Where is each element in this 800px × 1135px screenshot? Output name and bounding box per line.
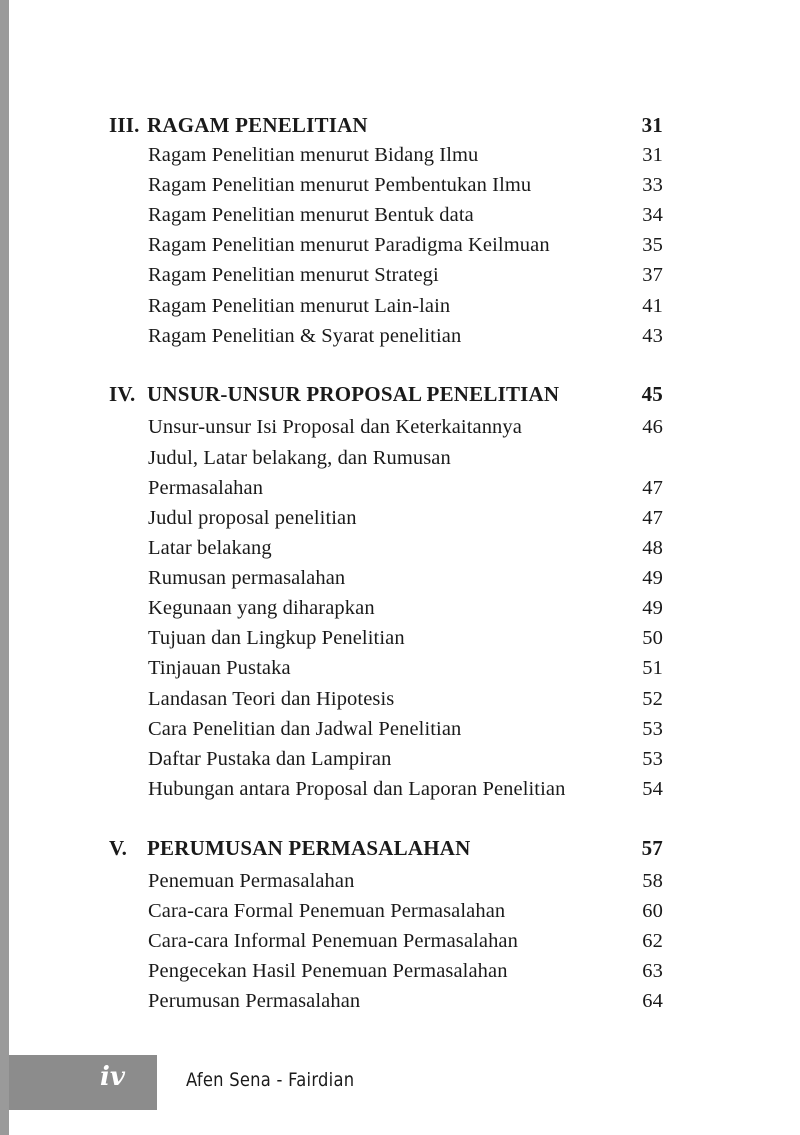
toc-entry-page: 64 (642, 990, 663, 1012)
toc-entry-title: Cara-cara Informal Penemuan Permasalahan (148, 930, 518, 952)
toc-entry-page: 52 (642, 688, 663, 710)
toc-entry-title: Cara Penelitian dan Jadwal Penelitian (148, 718, 462, 740)
toc-entry (148, 774, 663, 804)
toc-entry-title: Hubungan antara Proposal dan Laporan Penelitian (148, 778, 566, 800)
toc-entry (148, 986, 663, 1016)
toc-entry (148, 200, 663, 230)
chapter-title: PERUMUSAN PERMASALAHAN (147, 836, 471, 860)
toc-entry (148, 714, 663, 744)
toc-entry (148, 291, 663, 321)
toc-entry-title: Kegunaan yang diharapkan (148, 597, 375, 619)
toc-entry-title: Ragam Penelitian menurut Lain-lain (148, 295, 451, 317)
toc-entry-page: 33 (642, 174, 663, 196)
toc-entry-page: 37 (642, 264, 663, 286)
toc-entry-page: 48 (642, 537, 663, 559)
toc-entry-title: Permasalahan (148, 477, 264, 499)
chapter-number: V. (109, 836, 128, 860)
toc-entry-page: 49 (642, 567, 663, 589)
toc-entry-page: 47 (642, 507, 663, 529)
toc-entry-page: 46 (642, 416, 663, 438)
toc-entry-title: Tujuan dan Lingkup Penelitian (148, 627, 405, 649)
toc-entry-page: 51 (642, 657, 663, 679)
toc-entry (148, 623, 663, 653)
footer-authors: Afen Sena - Fairdian (186, 1069, 355, 1091)
toc-entry-title: Pengecekan Hasil Penemuan Permasalahan (148, 960, 508, 982)
toc-entry-title: Judul, Latar belakang, dan Rumusan (148, 447, 451, 469)
toc-entry-title: Perumusan Permasalahan (148, 990, 361, 1012)
toc-entry-title: Unsur-unsur Isi Proposal dan Keterkaitannya (148, 416, 522, 438)
toc-entry (148, 744, 663, 774)
toc-entry (148, 473, 663, 503)
toc-entry (148, 563, 663, 593)
toc-entry-page: 31 (642, 144, 663, 166)
toc-entry-page: 54 (642, 778, 663, 800)
chapter-number: III. (109, 113, 140, 137)
toc-entry-title: Ragam Penelitian menurut Paradigma Keilmuan (148, 234, 550, 256)
toc-entry (148, 412, 663, 442)
toc-entry (148, 866, 663, 896)
toc-entry-page: 63 (642, 960, 663, 982)
toc-entry-title: Judul proposal penelitian (148, 507, 357, 529)
toc-entry-title: Daftar Pustaka dan Lampiran (148, 748, 392, 770)
toc-entry-page: 41 (642, 295, 663, 317)
toc-entry-title: Ragam Penelitian menurut Bidang Ilmu (148, 144, 479, 166)
toc-entry-page: 62 (642, 930, 663, 952)
chapter-page-number: 31 (641, 113, 663, 137)
toc-entry-title: Cara-cara Formal Penemuan Permasalahan (148, 900, 506, 922)
toc-entry (148, 230, 663, 260)
chapter-number: IV. (109, 382, 136, 406)
footer-page-tab (9, 1055, 157, 1110)
toc-entry (148, 443, 663, 473)
chapter-heading (109, 382, 663, 412)
toc-entry (148, 503, 663, 533)
toc-entry-title: Landasan Teori dan Hipotesis (148, 688, 395, 710)
toc-entry-page: 47 (642, 477, 663, 499)
toc-entry-title: Rumusan permasalahan (148, 567, 346, 589)
toc-entry (148, 533, 663, 563)
toc-entry-page: 50 (642, 627, 663, 649)
toc-entry-page: 43 (642, 325, 663, 347)
toc-entry (148, 170, 663, 200)
toc-entry-title: Latar belakang (148, 537, 272, 559)
chapter-title: RAGAM PENELITIAN (147, 113, 368, 137)
toc-entry (148, 896, 663, 926)
toc-entry (148, 260, 663, 290)
chapter-page-number: 57 (641, 836, 663, 860)
toc-entry-title: Ragam Penelitian & Syarat penelitian (148, 325, 462, 347)
footer-page-number: iv (100, 1062, 125, 1092)
toc-entry-page: 58 (642, 870, 663, 892)
toc-entry (148, 593, 663, 623)
toc-entry-page: 35 (642, 234, 663, 256)
toc-entry-page: 49 (642, 597, 663, 619)
toc-entry-page: 53 (642, 718, 663, 740)
toc-entry-page: 34 (642, 204, 663, 226)
toc-entry-page: 60 (642, 900, 663, 922)
toc-entry-page: 53 (642, 748, 663, 770)
toc-entry-title: Ragam Penelitian menurut Strategi (148, 264, 439, 286)
toc-entry (148, 926, 663, 956)
toc-entry (148, 684, 663, 714)
chapter-heading (109, 836, 663, 866)
chapter-heading (109, 113, 663, 143)
page-edge-border (0, 0, 9, 1135)
toc-entry (148, 321, 663, 351)
toc-entry-title: Ragam Penelitian menurut Bentuk data (148, 204, 474, 226)
toc-entry-title: Penemuan Permasalahan (148, 870, 355, 892)
toc-entry (148, 140, 663, 170)
toc-entry-title: Ragam Penelitian menurut Pembentukan Ilmu (148, 174, 532, 196)
toc-entry-title: Tinjauan Pustaka (148, 657, 291, 679)
toc-entry (148, 653, 663, 683)
chapter-page-number: 45 (641, 382, 663, 406)
toc-entry (148, 956, 663, 986)
chapter-title: UNSUR-UNSUR PROPOSAL PENELITIAN (147, 382, 560, 406)
